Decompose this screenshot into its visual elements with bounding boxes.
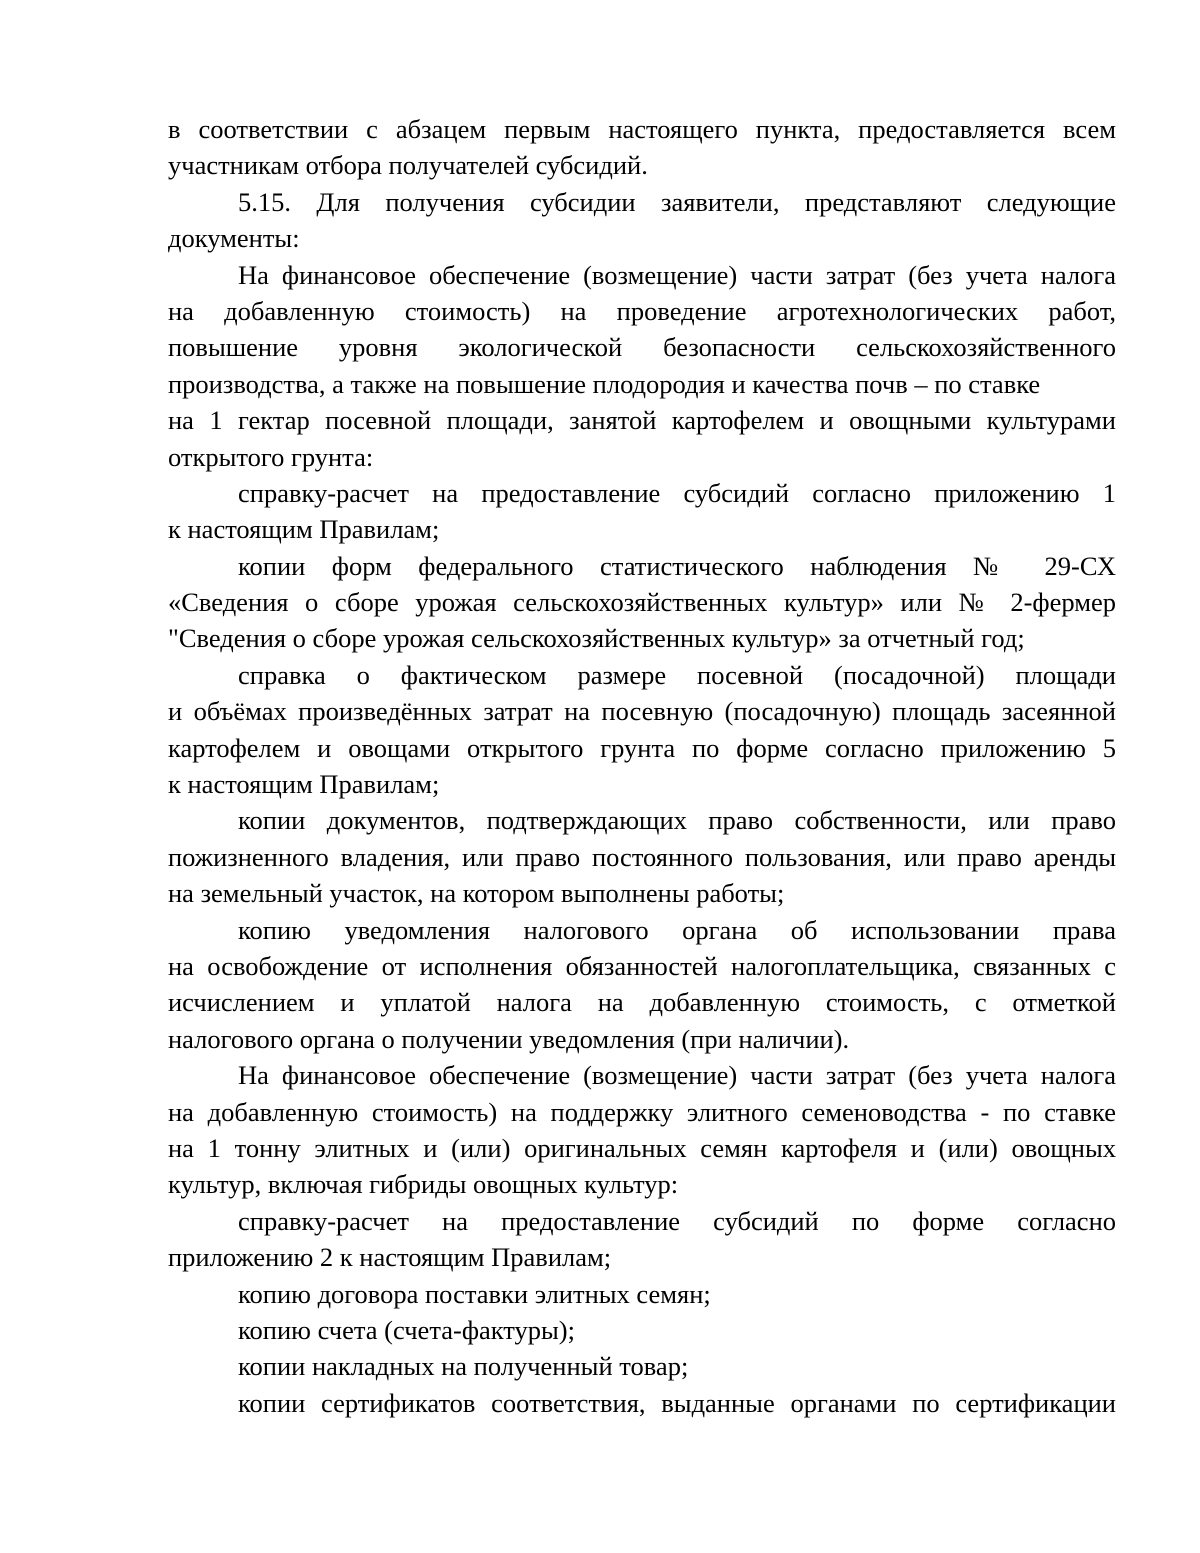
text-line: на освобождение от исполнения обязанностей налогоплательщика, связанных с: [168, 950, 1116, 981]
text-line: к настоящим Правилам;: [168, 769, 440, 800]
text-line: картофелем и овощами открытого грунта по форме согласно приложению 5: [168, 732, 1116, 763]
text-line: копии сертификатов соответствия, выданные органами по сертификации: [238, 1387, 1116, 1418]
document-body: [168, 111, 1116, 1421]
text-line: копии накладных на полученный товар;: [238, 1351, 689, 1382]
text-line: На финансовое обеспечение (возмещение) части затрат (без учета налога: [238, 259, 1116, 290]
text-line: справка о фактическом размере посевной (посадочной) площади: [238, 659, 1116, 690]
text-line: копии форм федерального статистического наблюдения № 29-СХ: [238, 550, 1116, 581]
text-line: производства, а также на повышение плодородия и качества почв – по ставке: [168, 368, 1041, 399]
text-line: налогового органа о получении уведомления (при наличии).: [168, 1023, 850, 1054]
text-line: к настоящим Правилам;: [168, 514, 440, 545]
text-line: пожизненного владения, или право постоянного пользования, или право аренды: [168, 841, 1116, 872]
text-line: повышение уровня экологической безопасности сельскохозяйственного: [168, 332, 1116, 363]
text-line: на добавленную стоимость) на проведение агротехнологических работ,: [168, 295, 1116, 326]
text-line: На финансовое обеспечение (возмещение) части затрат (без учета налога: [238, 1060, 1116, 1091]
text-line: "Сведения о сборе урожая сельскохозяйственных культур» за отчетный год;: [168, 623, 1025, 654]
text-line: в соответствии с абзацем первым настоящего пункта, предоставляется всем: [168, 114, 1116, 144]
text-line: 5.15. Для получения субсидии заявители, представляют следующие: [238, 186, 1116, 217]
text-line: справку-расчет на предоставление субсидий согласно приложению 1: [238, 477, 1116, 508]
text-line: на 1 гектар посевной площади, занятой картофелем и овощными культурами: [168, 405, 1116, 436]
text-line: «Сведения о сборе урожая сельскохозяйственных культур» или № 2-фермер: [168, 587, 1116, 618]
text-line: исчислением и уплатой налога на добавленную стоимость, с отметкой: [168, 987, 1116, 1018]
text-line: копию уведомления налогового органа об использовании права: [238, 914, 1116, 945]
text-line: приложению 2 к настоящим Правилам;: [168, 1242, 612, 1273]
text-line: копию счета (счета-фактуры);: [238, 1314, 575, 1345]
text-line: открытого грунта:: [168, 441, 374, 472]
text-line: справку-расчет на предоставление субсидий по форме согласно: [238, 1205, 1116, 1236]
text-line: на добавленную стоимость) на поддержку элитного семеноводства - по ставке: [168, 1096, 1116, 1127]
text-line: на земельный участок, на котором выполнены работы;: [168, 878, 785, 909]
text-line: копии документов, подтверждающих право собственности, или право: [238, 805, 1116, 836]
text-line: культур, включая гибриды овощных культур:: [168, 1169, 679, 1200]
text-line: копию договора поставки элитных семян;: [238, 1278, 711, 1309]
text-line: участникам отбора получателей субсидий.: [168, 150, 648, 181]
text-line: и объёмах произведённых затрат на посевную (посадочную) площадь засеянной: [168, 696, 1116, 727]
text-line: на 1 тонну элитных и (или) оригинальных семян картофеля и (или) овощных: [168, 1132, 1116, 1163]
text-line: документы:: [168, 223, 300, 254]
